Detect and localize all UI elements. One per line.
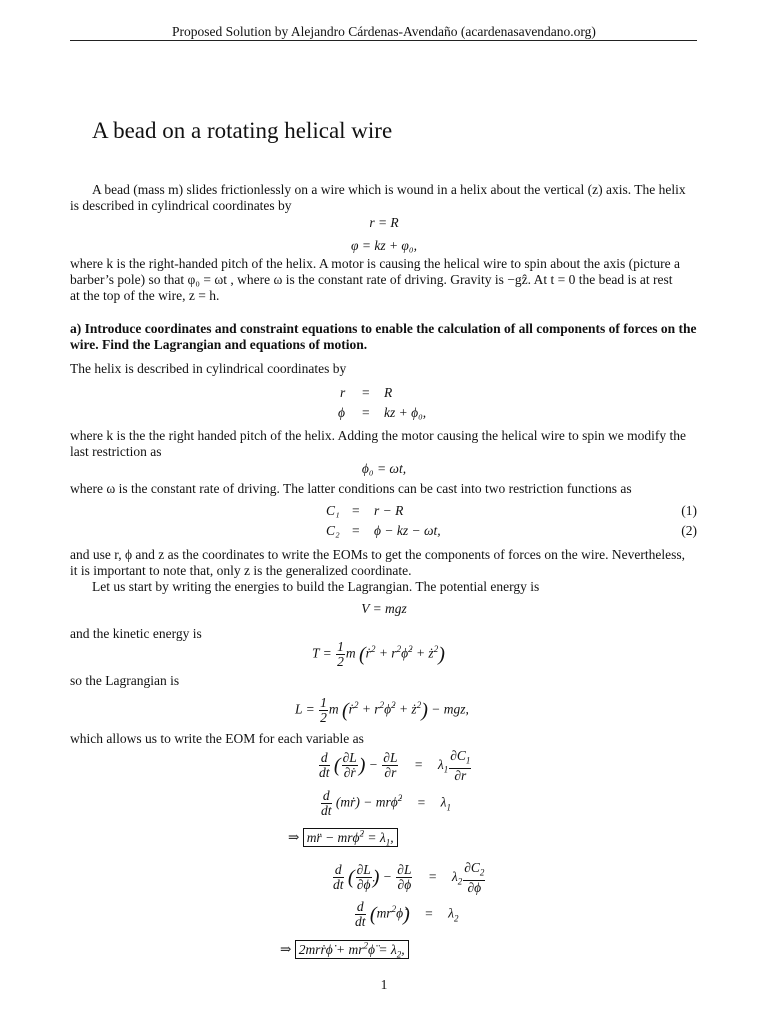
helix-sentence: The helix is described in cylindrical coordinates by xyxy=(70,361,347,376)
helix-phi-eq: = xyxy=(362,405,370,420)
eom-phi-line-1: $\frac{d}{dt}$ ( $\frac{\partial L}{\partial\phi̇}$ ) − $\frac{\partial L}{\partial\phi}$ = $\lambda_2$ $\frac{\partial C_2}{\partial\phi}$ xyxy=(333,860,485,895)
lagrangian-sentence: so the Lagrangian is xyxy=(70,673,180,688)
intro-line-2: is described in cylindrical coordinates by xyxy=(70,198,292,213)
c2-eq: = xyxy=(352,523,360,538)
c2-lhs: C₂ xyxy=(326,523,340,538)
eom-r-result: ⇒ mr̈ − mrϕ̇$^2$ = $\lambda_1$, xyxy=(288,825,398,851)
eom-r-line-2: $\frac{d}{dt}$ (mṙ) − mrϕ̇$^2$ = $\lambda_1$ xyxy=(321,788,451,818)
helix-phi-lhs: ϕ xyxy=(338,405,345,420)
c1-lhs: C₁ xyxy=(326,503,340,518)
coords-line-1: and use r, ϕ and z as the coordinates to write the EOMs to get the components of forces on the wire. Nevertheless, xyxy=(70,547,686,562)
eq-potential: V = mgz xyxy=(361,601,407,616)
part-a-question-1: a) Introduce coordinates and constraint equations to enable the calculation of all components of forces on the xyxy=(70,321,697,336)
boxed-equation-r: mr̈ − mrϕ̇$^2$ = $\lambda_1$, xyxy=(303,828,398,847)
page-title: A bead on a rotating helical wire xyxy=(92,118,393,143)
eom-sentence: which allows us to write the EOM for each variable as xyxy=(70,731,364,746)
page-number: 1 xyxy=(380,977,388,992)
helix-r-rhs: R xyxy=(384,385,393,400)
c2-rhs: ϕ − kz − ωt, xyxy=(374,523,441,538)
coords-line-2: it is important to note that, only z is the generalized coordinate. xyxy=(70,563,412,578)
helix-r-eq: = xyxy=(362,385,370,400)
eq-lagrangian: L = $\frac{1}{2}$ m (ṙ$^2$ + $r^2\phi̇^2$ + $ż^2$) − mgz, xyxy=(295,695,469,725)
eq-number-1: (1) xyxy=(681,503,697,518)
intro-line-5: at the top of the wire, z = h. xyxy=(70,288,220,303)
eom-r-line-1: $\frac{d}{dt}$ ( $\frac{\partial L}{\text{∂ṙ}}$ ) − $\frac{\partial L}{\partial r}$ = $\lambda_1$ $\frac{\partial C_1}{\partial r}$ xyxy=(319,748,471,783)
helix-phi-rhs: kz + ϕ₀, xyxy=(384,405,427,420)
intro-eq-phi: φ = kz + φ₀, xyxy=(351,238,417,253)
header-rule xyxy=(70,40,697,41)
intro-line-3: where k is the right-handed pitch of the helix. A motor is causing the helical wire to spin about the axis (picture a xyxy=(70,256,680,271)
part-a-question-2: wire. Find the Lagrangian and equations of motion. xyxy=(70,337,368,352)
running-header: Proposed Solution by Alejandro Cárdenas-Avendaño (acardenasavendano.org) xyxy=(172,24,596,39)
eom-phi-line-2: $\frac{d}{dt}$ $(mr^2\phi̇) = \lambda_2$ xyxy=(355,899,459,929)
intro-line-4: barber’s pole) so that φ₀ = ωt , where ω is the constant rate of driving. Gravity is −gẑ. At t = 0 the bead is at rest xyxy=(70,272,673,287)
fraction-half: $\frac{1}{2}$ xyxy=(337,639,344,669)
c1-rhs: r − R xyxy=(374,503,404,518)
helix-r-lhs: r xyxy=(340,385,346,400)
intro-eq-r: r = R xyxy=(369,215,399,230)
eq-phi0: ϕ₀ = ωt, xyxy=(361,461,407,476)
fraction-half-2: $\frac{1}{2}$ xyxy=(320,695,327,725)
pitch-line-2: last restriction as xyxy=(70,444,162,459)
energies-sentence: Let us start by writing the energies to build the Lagrangian. The potential energy is xyxy=(92,579,540,594)
c1-eq: = xyxy=(352,503,360,518)
intro-line-1: A bead (mass m) slides frictionlessly on a wire which is wound in a helix about the vertical (z) axis. The helix xyxy=(92,182,686,197)
eom-phi-result: ⇒ 2mrṙϕ̇ + $mr^2\phï = \lambda_2$, xyxy=(280,937,409,963)
kinetic-sentence: and the kinetic energy is xyxy=(70,626,202,641)
eq-kinetic: T = $\frac{1}{2}$ m (ṙ$^2$ + $r^2\phi̇^2$ + $ż^2$) xyxy=(312,639,445,669)
boxed-equation-phi: 2mrṙϕ̇ + $mr^2\phï = \lambda_2$, xyxy=(295,940,409,959)
pitch-line-1: where k is the the right handed pitch of the helix. Adding the motor causing the helical wire to spin we modify the xyxy=(70,428,686,443)
restriction-sentence: where ω is the constant rate of driving. The latter conditions can be cast into two restriction functions as xyxy=(70,481,632,496)
eq-number-2: (2) xyxy=(681,523,697,538)
